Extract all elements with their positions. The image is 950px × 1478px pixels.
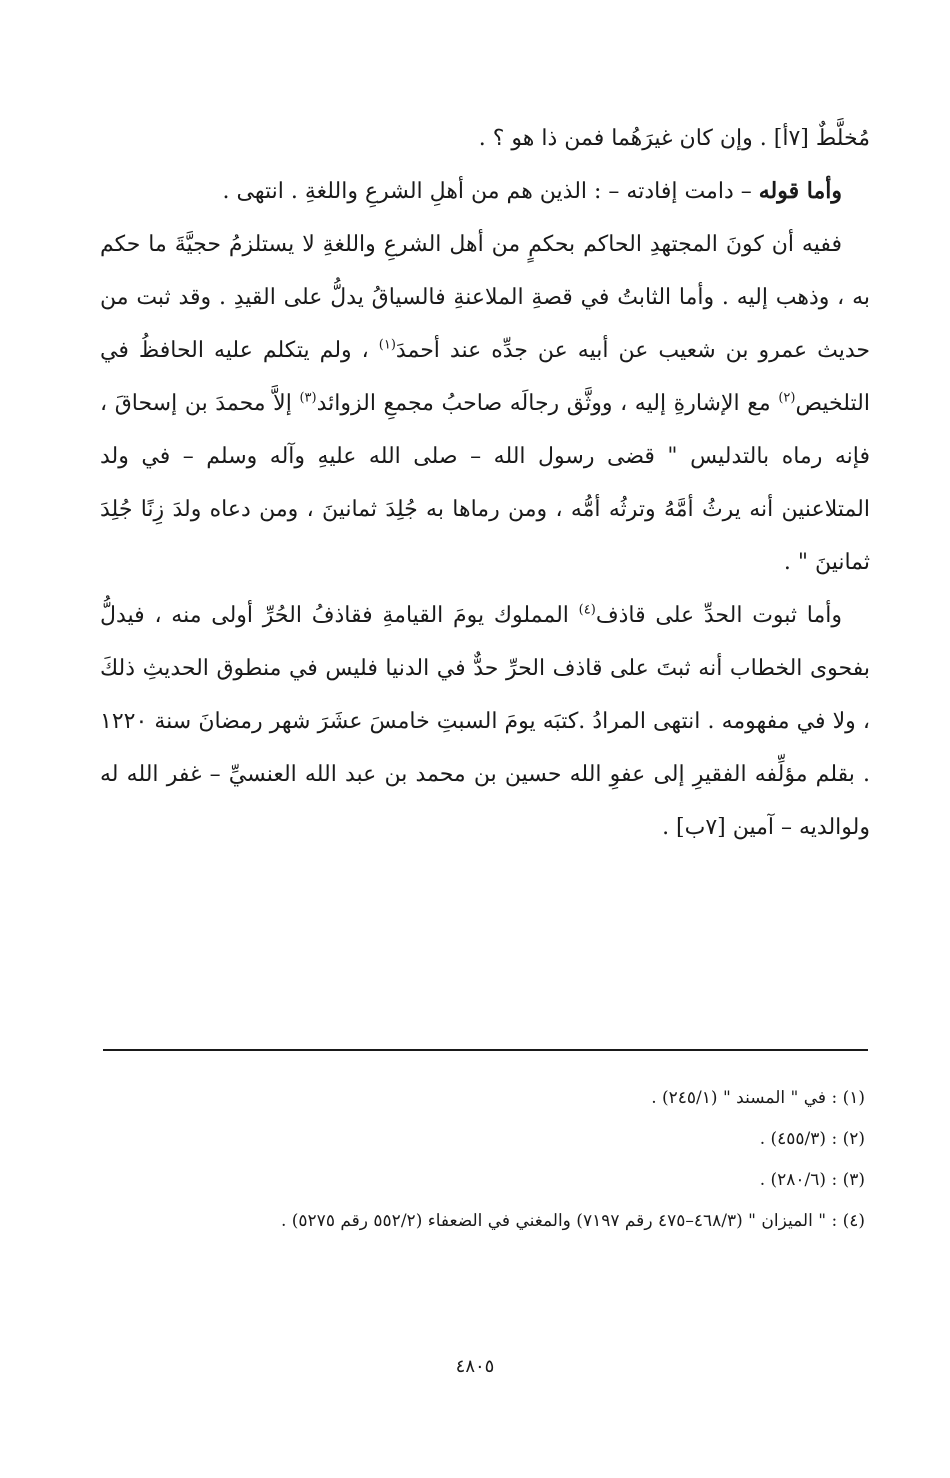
footnote-ref-2: (٢) [778, 390, 796, 406]
paragraph-3-segment-4: إلاَّ محمدَ بن إسحاقَ ، فإنه رماه بالتدليس " قضى رسول الله – صلى الله عليهِ وآله وسلم – في ولد المتلاعنين أنه يرثُ أمَّهُ وترثُه أمُّه ، ومن رماها به جُلِدَ ثمانينَ ، ومن دعاه ولدَ زِنًا جُلِدَ ثمانينَ " . [100, 391, 870, 575]
footnote-separator [103, 1049, 868, 1051]
paragraph-3 [100, 218, 870, 589]
page-number: ٤٨٠٥ [455, 1356, 495, 1377]
paragraph-3-segment-2: ، ولم يتكلم عليه الحافظُ في التلخيص [100, 338, 870, 416]
footnote-4: (٤) : " الميزان " (٤٦٨/٣–٤٧٥ رقم ٧١٩٧) والمغني في الضعفاء (٥٥٢/٢ رقم ٥٢٧٥) . [280, 1211, 865, 1231]
paragraph-3-segment-1: ففيه أن كونَ المجتهدِ الحاكم بحكمٍ من أهل الشرعِ واللغةِ لا يستلزمُ حجيَّةَ ما حكم به ، وذهب إليه . وأما الثابتُ في قصةِ الملاعنةِ فالسياقُ يدلُّ على القيدِ . وقد ثبت من حديث عمرو بن شعيب عن أبيه عن جدِّه عند أحمدَ [100, 232, 871, 363]
paragraph-1 [100, 112, 870, 165]
footnote-2: (٢) : (٤٥٥/٣) . [759, 1129, 865, 1149]
footnotes [100, 1078, 865, 1242]
paragraph-3-segment-3: مع الإشارةِ إليه ، ووثَّق رجالَه صاحبُ مجمعِ الزوائد [316, 391, 771, 416]
footnote-1: (١) : في " المسند " (٢٤٥/١) . [651, 1088, 865, 1108]
paragraph-1-text: مُخلَّطٌ [٧أ] . وإن كان غيرَهُما فمن ذا هو ؟ . [478, 126, 870, 151]
paragraph-4-segment-1: وأما ثبوت الحدِّ على قاذف [595, 603, 843, 628]
footnote-3: (٣) : (٢٨٠/٦) . [759, 1170, 865, 1190]
footnote-ref-4: (٤) [578, 602, 596, 618]
paragraph-2-text: – دامت إفادته – : الذين هم من أهلِ الشرعِ واللغةِ . انتهى . [222, 179, 759, 204]
paragraph-4-segment-2: المملوك يومَ القيامةِ فقاذفُ الحُرِّ أولى منه ، فيدلُّ بفحوى الخطاب أنه ثبتَ على قاذف الحرِّ حدٌّ في الدنيا فليس في منطوق الحديثِ ذلكَ ، ولا في مفهومه . انتهى المرادُ .كتبَه يومَ السبتِ خامسَ عشَرَ شهر رمضانَ سنة ١٢٢٠ . بقلم مؤلِّفه الفقيرِ إلى عفوِ الله حسين بن محمد بن عبد الله العنسيِّ – غفر الله له ولوالديه – آمين [٧ب] . [100, 603, 870, 840]
paragraph-2-lead: وأما قوله [758, 178, 842, 204]
footnote-ref-3: (٣) [299, 390, 317, 406]
footnote-ref-1: (١) [378, 337, 396, 353]
paragraph-4 [100, 589, 870, 854]
paragraph-2 [100, 165, 870, 218]
main-text [100, 112, 870, 854]
